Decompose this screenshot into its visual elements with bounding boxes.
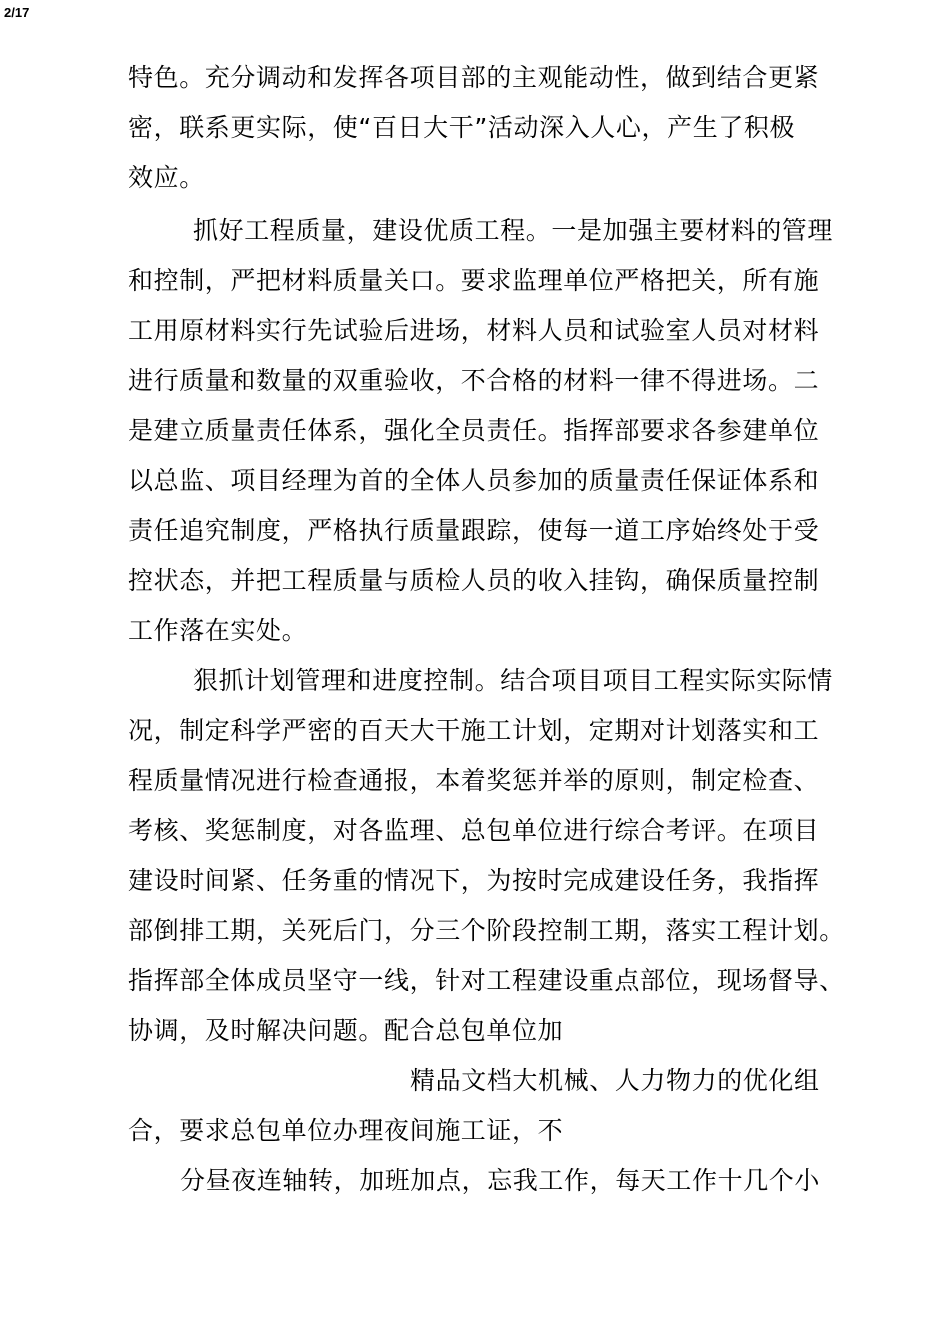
text-line: 指挥部全体成员坚守一线，针对工程建设重点部位，现场督导、 <box>128 966 845 995</box>
text-line: 以总监、项目经理为首的全体人员参加的质量责任保证体系和 <box>128 466 820 495</box>
text-line: 考核、奖惩制度，对各监理、总包单位进行综合考评。在项目 <box>128 816 820 845</box>
text-line: 控状态，并把工程质量与质检人员的收入挂钩，确保质量控制 <box>128 566 820 595</box>
text-line: 部倒排工期，关死后门，分三个阶段控制工期，落实工程计划。 <box>128 916 845 945</box>
text-line: 合，要求总包单位办理夜间施工证，不 <box>128 1116 564 1145</box>
text-line: 特色。充分调动和发挥各项目部的主观能动性，做到结合更紧 <box>128 63 820 92</box>
text-line: 和控制，严把材料质量关口。要求监理单位严格把关，所有施 <box>128 266 820 295</box>
text-line: 是建立质量责任体系，强化全员责任。指挥部要求各参建单位 <box>128 416 820 445</box>
text-line: 进行质量和数量的双重验收，不合格的材料一律不得进场。二 <box>128 366 820 395</box>
text-line: 况，制定科学严密的百天大干施工计划，定期对计划落实和工 <box>128 716 820 745</box>
page-number: 2/17 <box>4 5 30 20</box>
text-line: 协调，及时解决问题。配合总包单位加 <box>128 1016 564 1045</box>
text-line: 抓好工程质量，建设优质工程。一是加强主要材料的管理 <box>193 216 834 245</box>
text-line: 建设时间紧、任务重的情况下，为按时完成建设任务，我指挥 <box>128 866 820 895</box>
text-line: 程质量情况进行检查通报，本着奖惩并举的原则，制定检查、 <box>128 766 820 795</box>
text-line: 分昼夜连轴转，加班加点，忘我工作，每天工作十几个小 <box>180 1166 821 1195</box>
text-line: 工作落在实处。 <box>128 616 308 645</box>
text-line: 狠抓计划管理和进度控制。结合项目项目工程实际实际情 <box>193 666 834 695</box>
text-line: 精品文档大机械、人力物力的优化组 <box>410 1066 820 1095</box>
text-line: 密，联系更实际，使“百日大干”活动深入人心，产生了积极 <box>128 113 796 142</box>
text-line: 工用原材料实行先试验后进场，材料人员和试验室人员对材料 <box>128 316 820 345</box>
text-line: 责任追究制度，严格执行质量跟踪，使每一道工序始终处于受 <box>128 516 820 545</box>
text-line: 效应。 <box>128 163 205 192</box>
